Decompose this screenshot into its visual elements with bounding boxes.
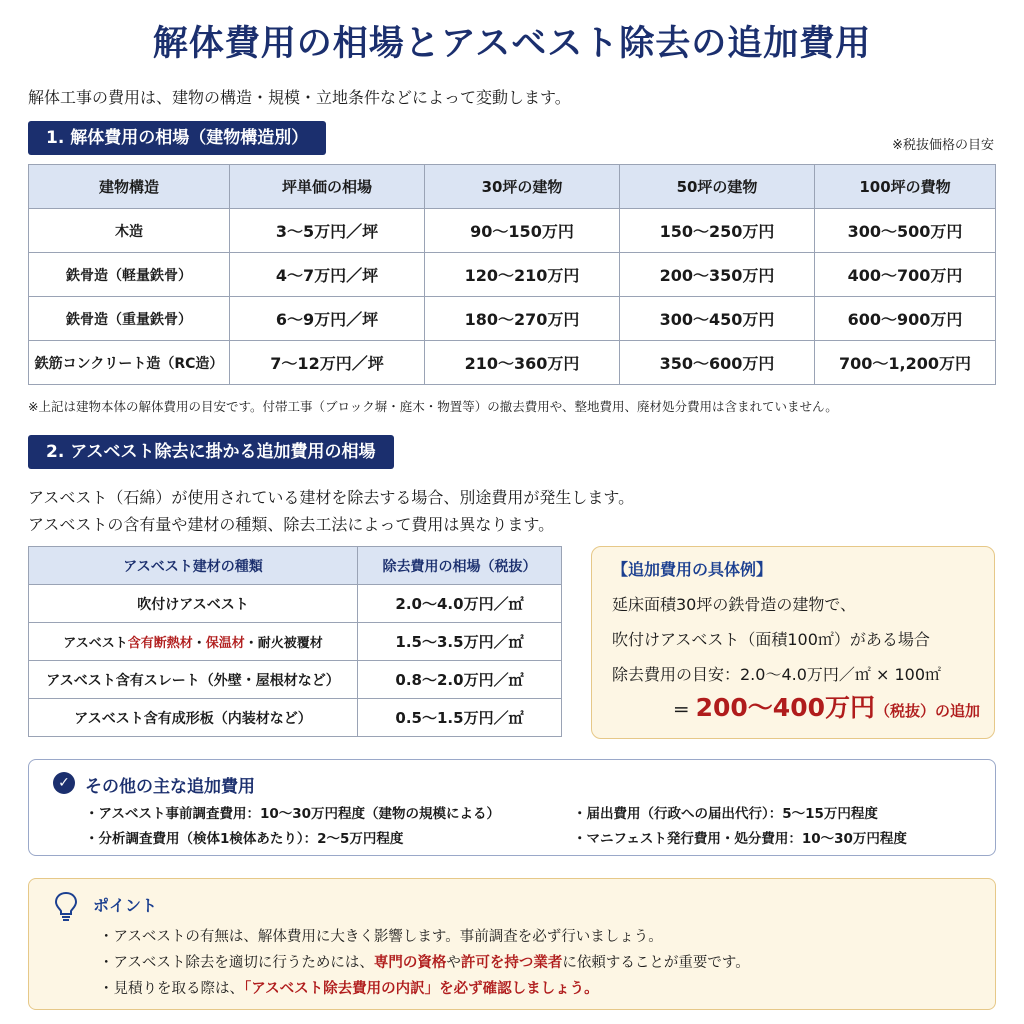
asbestos-cost-table xyxy=(28,546,562,737)
table-cell: 1.5〜3.5万円／㎡ xyxy=(358,623,562,661)
lightbulb-icon xyxy=(53,891,79,921)
table-cell: 鉄骨造（重量鉄骨） xyxy=(29,297,230,341)
table-footnote: ※上記は建物本体の解体費用の目安です。付帯工事（ブロック塀・庭木・物置等）の撤去費用や、整地費用、廃材処分費用は含まれていません。 xyxy=(28,399,838,414)
table-header-cell: 100坪の費物 xyxy=(815,165,996,209)
point-item xyxy=(99,977,599,998)
table-row xyxy=(29,699,562,737)
table-cell: 700〜1,200万円 xyxy=(815,341,996,385)
point-text: に依頼することが重要です。 xyxy=(562,955,750,971)
licensed-contractor-highlight: 許可を持つ業者 xyxy=(460,955,563,971)
table-cell: 3〜5万円／坪 xyxy=(230,209,425,253)
table-cell: 6〜9万円／坪 xyxy=(230,297,425,341)
list-item: ・アスベスト事前調査費用：10〜30万円程度（建物の規模による） xyxy=(85,806,501,822)
example-title: 【追加費用の具体例】 xyxy=(612,560,773,579)
example-line: 延床面積30坪の鉄骨造の建物で、 xyxy=(612,595,857,614)
section1-heading: 1. 解体費用の相場（建物構造別） xyxy=(28,121,326,155)
table-cell: 210〜360万円 xyxy=(425,341,620,385)
thermal-material-highlight: 保温材 xyxy=(205,636,245,651)
table-cell: 180〜270万円 xyxy=(425,297,620,341)
table-cell: アスベスト含有スレート（外壁・屋根材など） xyxy=(29,661,358,699)
insulation-highlight: 含有断熱材 xyxy=(127,636,193,651)
page-title: 解体費用の相場とアスベスト除去の追加費用 xyxy=(152,24,872,64)
tax-note: ※税抜価格の目安 xyxy=(892,138,994,153)
table-row xyxy=(29,623,562,661)
table-cell: 鉄筋コンクリート造（RC造） xyxy=(29,341,230,385)
asbestos-description-2: アスベストの含有量や建材の種類、除去工法によって費用は異なります。 xyxy=(28,515,555,534)
equals-sign: ＝ xyxy=(672,701,690,721)
table-header-row xyxy=(29,165,996,209)
demolition-cost-table xyxy=(28,164,996,385)
table-cell: 吹付けアスベスト xyxy=(29,585,358,623)
table-header-cell: アスベスト建材の種類 xyxy=(29,547,358,585)
example-amount: 200〜400万円 xyxy=(695,693,875,722)
example-line: 吹付けアスベスト（面積100㎡）がある場合 xyxy=(612,630,930,649)
table-cell: アスベスト含有成形板（内装材など） xyxy=(29,699,358,737)
table-cell: 300〜500万円 xyxy=(815,209,996,253)
table-cell: 7〜12万円／坪 xyxy=(230,341,425,385)
table-cell: 鉄骨造（軽量鉄骨） xyxy=(29,253,230,297)
breakdown-highlight: 「アスベスト除去費用の内訳」を必ず確認しましょう。 xyxy=(244,981,599,997)
point-item: ・アスベストの有無は、解体費用に大きく影響します。事前調査を必ず行いましょう。 xyxy=(99,929,663,945)
table-header-row xyxy=(29,547,562,585)
table-row xyxy=(29,341,996,385)
table-cell: 120〜210万円 xyxy=(425,253,620,297)
point-item xyxy=(99,951,750,972)
point-title: ポイント xyxy=(93,896,158,915)
cost-example-box xyxy=(591,546,995,739)
list-item: ・分析調査費用（検体1検体あたり）：2〜5万円程度 xyxy=(85,831,404,847)
table-cell: 350〜600万円 xyxy=(620,341,815,385)
table-row xyxy=(29,661,562,699)
table-cell: 400〜700万円 xyxy=(815,253,996,297)
example-line: 除去費用の目安：2.0〜4.0万円／㎡ × 100㎡ xyxy=(612,665,942,684)
asbestos-description-1: アスベスト（石綿）が使用されている建材を除去する場合、別途費用が発生します。 xyxy=(28,488,635,507)
table-row xyxy=(29,253,996,297)
intro-text: 解体工事の費用は、建物の構造・規模・立地条件などによって変動します。 xyxy=(28,88,571,107)
point-text: ・見積りを取る際は、 xyxy=(99,981,244,997)
table-cell: 4〜7万円／坪 xyxy=(230,253,425,297)
qualification-highlight: 専門の資格 xyxy=(373,955,447,971)
table-cell: 2.0〜4.0万円／㎡ xyxy=(358,585,562,623)
example-result xyxy=(673,688,980,724)
table-cell: 300〜450万円 xyxy=(620,297,815,341)
table-row xyxy=(29,209,996,253)
material-text: アスベスト xyxy=(63,636,128,651)
table-row xyxy=(29,297,996,341)
other-costs-title: その他の主な追加費用 xyxy=(85,777,255,797)
table-cell: 0.8〜2.0万円／㎡ xyxy=(358,661,562,699)
table-cell: 150〜250万円 xyxy=(620,209,815,253)
material-separator: ・ xyxy=(192,636,206,651)
table-header-cell: 坪単価の相場 xyxy=(230,165,425,209)
list-item: ・届出費用（行政への届出代行）：5〜15万円程度 xyxy=(573,806,878,822)
check-circle-icon: ✓ xyxy=(53,772,75,794)
table-cell: 木造 xyxy=(29,209,230,253)
table-header-cell: 30坪の建物 xyxy=(425,165,620,209)
table-header-cell: 建物構造 xyxy=(29,165,230,209)
table-cell: 600〜900万円 xyxy=(815,297,996,341)
point-text: や xyxy=(446,955,461,971)
point-box xyxy=(28,878,996,1010)
table-cell: 90〜150万円 xyxy=(425,209,620,253)
table-cell xyxy=(29,623,358,661)
list-item: ・マニフェスト発行費用・処分費用：10〜30万円程度 xyxy=(573,831,907,847)
section2-heading: 2. アスベスト除去に掛かる追加費用の相場 xyxy=(28,435,394,469)
table-header-cell: 50坪の建物 xyxy=(620,165,815,209)
table-row xyxy=(29,585,562,623)
point-text: ・アスベスト除去を適切に行うためには、 xyxy=(99,955,374,971)
other-costs-box xyxy=(28,759,996,856)
table-header-cell: 除去費用の相場（税抜） xyxy=(358,547,562,585)
table-cell: 200〜350万円 xyxy=(620,253,815,297)
example-tax-note: （税抜）の追加 xyxy=(874,702,980,720)
table-cell: 0.5〜1.5万円／㎡ xyxy=(358,699,562,737)
material-text: ・耐火被覆材 xyxy=(244,636,323,651)
